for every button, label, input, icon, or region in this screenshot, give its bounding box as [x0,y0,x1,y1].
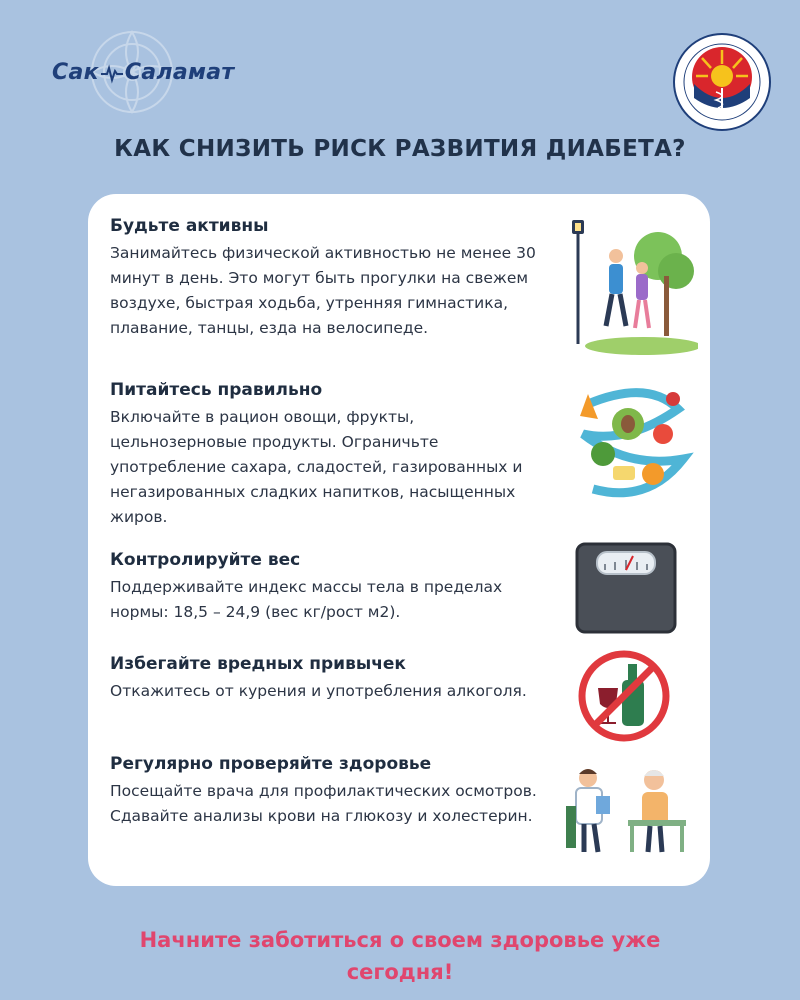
healthy-food-icon [568,374,698,514]
walking-people-icon [568,216,698,356]
tip-heading: Избегайте вредных привычек [110,654,406,674]
brand-name-part1: Сак [52,60,99,85]
footer-call-to-action [0,924,800,988]
tip-text: Поддерживайте индекс массы тела в пределах нормы: 18,5 – 24,9 (вес кг/рост м2). [110,578,503,621]
no-alcohol-icon [576,648,672,744]
tip-text: Откажитесь от курения и употребления алкоголя. [110,682,527,700]
page-title: КАК СНИЗИТЬ РИСК РАЗВИТИЯ ДИАБЕТА? [114,136,686,162]
tip-text: Включайте в рацион овощи, фрукты, цельнозерновые продукты. Ограничьте употребление сахара, сладостей, газированных и негазированных сладких напитков, насыщенных жиров. [110,408,523,526]
tip-text: Занимайтесь физической активностью не менее 30 минут в день. Это могут быть прогулки на свежем воздухе, быстрая ходьба, утренняя гимнастика, плавание, танцы, езда на велосипеде. [110,244,536,337]
tip-heading: Питайтесь правильно [110,380,323,400]
tip-activity [110,216,550,341]
ministry-emblem-icon [672,32,772,132]
brand-logo [52,60,234,85]
tip-checkups [110,754,550,829]
heartbeat-icon [101,62,123,84]
brand-name-part2: Саламат [124,60,235,85]
tip-nutrition [110,380,550,530]
tip-habits [110,654,550,704]
footer-line2: сегодня! [346,960,454,984]
tip-heading: Будьте активны [110,216,269,236]
tips-card [88,194,710,886]
footer-line1: Начните заботиться о своем здоровье уже [139,928,661,952]
tip-weight [110,550,550,625]
scale-icon [573,538,683,638]
tip-heading: Контролируйте вес [110,550,301,570]
tip-text: Посещайте врача для профилактических осмотров. Сдавайте анализы крови на глюкозу и холестерин. [110,782,537,825]
doctor-visit-icon [558,760,698,860]
tip-heading: Регулярно проверяйте здоровье [110,754,432,774]
